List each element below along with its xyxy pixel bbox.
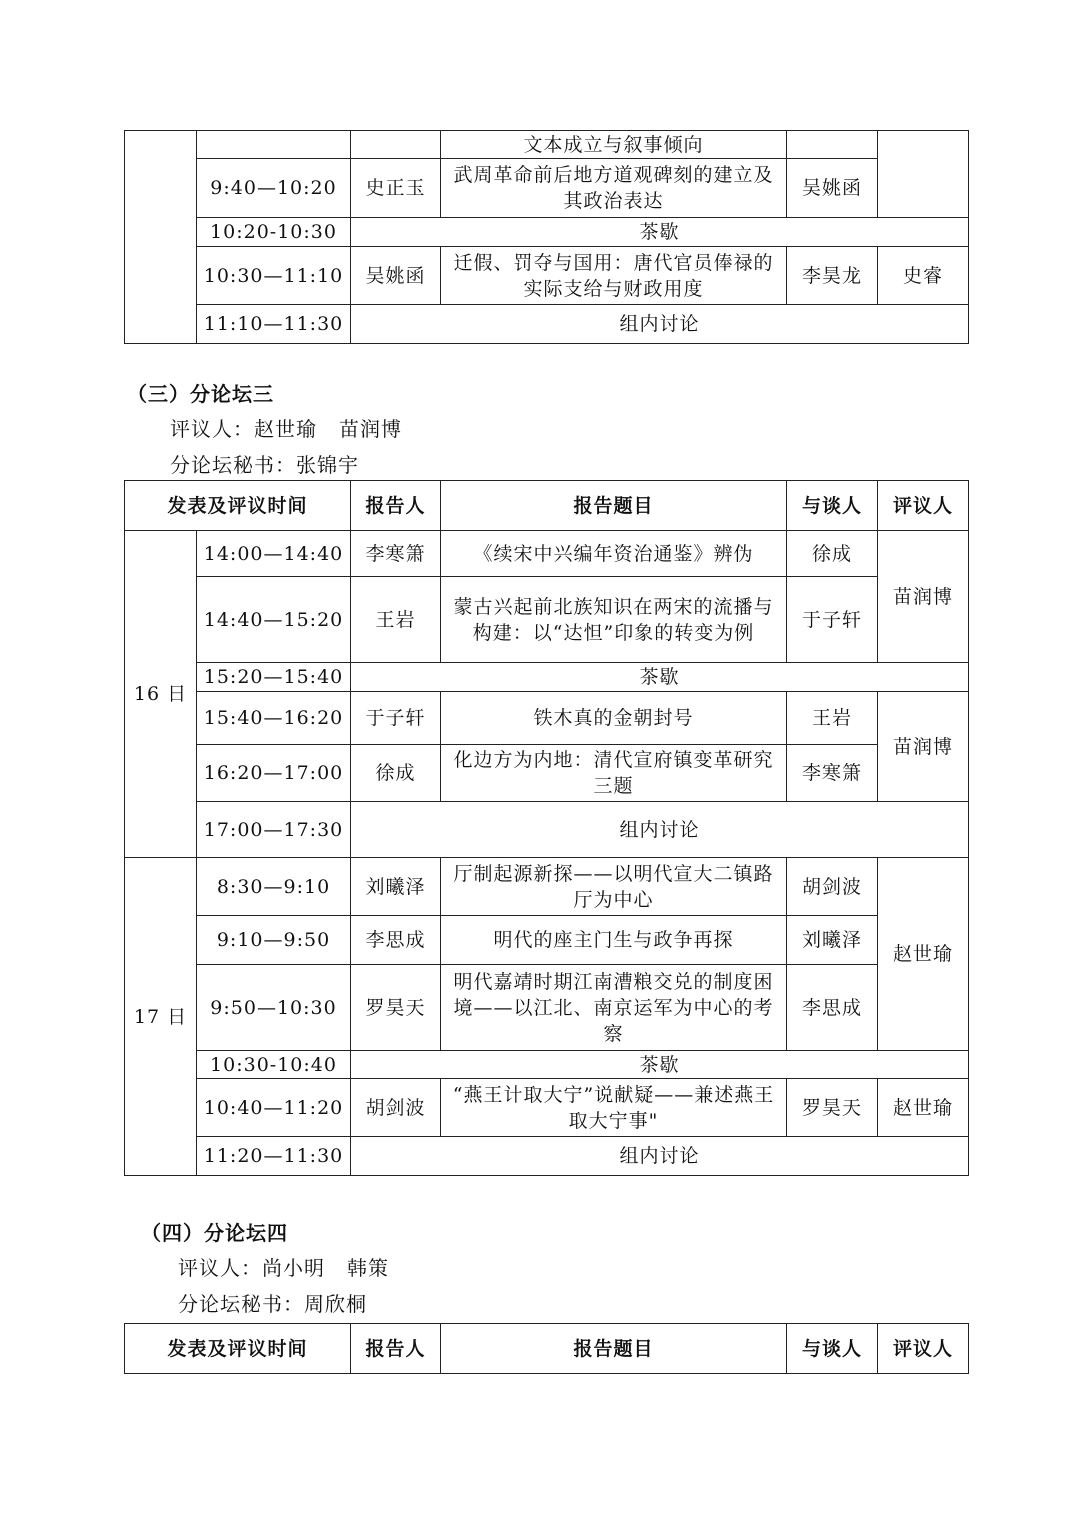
reviewer-name: 韩策 (347, 1256, 389, 1280)
speaker-cell: 吴姚函 (351, 247, 441, 305)
forum3-reviewers (170, 413, 402, 442)
topic-cell: 化边方为内地：清代宣府镇变革研究三题 (441, 745, 787, 802)
discussant-cell: 李昊龙 (787, 247, 878, 305)
time-cell: 9:10—9:50 (197, 916, 351, 965)
reviewer-cell: 苗润博 (878, 692, 969, 802)
topic-cell: 武周革命前后地方道观碑刻的建立及其政治表达 (441, 159, 787, 218)
time-cell: 15:40—16:20 (197, 692, 351, 745)
table-row (125, 247, 969, 305)
table-row (125, 663, 969, 692)
topic-cell: 明代嘉靖时期江南漕粮交兑的制度困境——以江北、南京运军为中心的考察 (441, 965, 787, 1051)
topic-cell: 文本成立与叙事倾向 (441, 131, 787, 159)
table-row (125, 1051, 969, 1079)
time-cell: 10:20-10:30 (197, 218, 351, 247)
secretary-name: 张锦宇 (296, 453, 359, 477)
header-reviewer: 评议人 (878, 481, 969, 531)
time-cell: 11:10—11:30 (197, 305, 351, 344)
table-row (125, 131, 969, 159)
table-row (125, 1079, 969, 1137)
table-row (125, 858, 969, 916)
time-cell: 14:00—14:40 (197, 531, 351, 577)
speaker-cell: 刘曦泽 (351, 858, 441, 916)
tea-break-cell: 茶歇 (351, 1051, 969, 1079)
table-row (125, 916, 969, 965)
table-row (125, 802, 969, 858)
tea-break-cell: 茶歇 (351, 663, 969, 692)
header-reviewer: 评议人 (878, 1324, 969, 1374)
topic-cell: 明代的座主门生与政争再探 (441, 916, 787, 965)
header-row (125, 481, 969, 531)
forum4-schedule-table (124, 1323, 969, 1374)
time-cell: 17:00—17:30 (197, 802, 351, 858)
reviewer-cell: 苗润博 (878, 531, 969, 663)
topic-cell: “燕王计取大宁”说献疑——兼述燕王取大宁事" (441, 1079, 787, 1137)
topic-cell: 迁假、罚夺与国用：唐代官员俸禄的实际支给与财政用度 (441, 247, 787, 305)
reviewer-cell: 史睿 (878, 247, 969, 305)
time-cell: 11:20—11:30 (197, 1137, 351, 1176)
speaker-cell: 李寒箫 (351, 531, 441, 577)
secretary-label: 分论坛秘书： (170, 453, 296, 477)
day-cell: 17 日 (125, 858, 197, 1176)
discussant-cell: 李思成 (787, 965, 878, 1051)
table-row (125, 1137, 969, 1176)
reviewers-label: 评议人： (170, 417, 254, 441)
forum3-title: （三）分论坛三 (127, 382, 274, 406)
discussion-cell: 组内讨论 (351, 305, 969, 344)
time-cell: 8:30—9:10 (197, 858, 351, 916)
table-row (125, 159, 969, 218)
forum4-title: （四）分论坛四 (141, 1221, 288, 1245)
discussion-cell: 组内讨论 (351, 1137, 969, 1176)
topic-cell: 蒙古兴起前北族知识在两宋的流播与构建：以“达怛”印象的转变为例 (441, 577, 787, 663)
speaker-cell: 徐成 (351, 745, 441, 802)
discussant-cell: 王岩 (787, 692, 878, 745)
discussant-cell: 罗昊天 (787, 1079, 878, 1137)
time-cell: 10:30—11:10 (197, 247, 351, 305)
time-cell: 9:40—10:20 (197, 159, 351, 218)
reviewer-name: 尚小明 (262, 1256, 325, 1280)
forum4-reviewers (178, 1252, 389, 1281)
header-speaker: 报告人 (351, 1324, 441, 1374)
table-row (125, 965, 969, 1051)
speaker-cell: 李思成 (351, 916, 441, 965)
table-row (125, 531, 969, 577)
time-cell: 15:20—15:40 (197, 663, 351, 692)
speaker-cell: 史正玉 (351, 159, 441, 218)
table-row (125, 305, 969, 344)
speaker-cell: 于子轩 (351, 692, 441, 745)
forum3-secretary (170, 449, 359, 478)
time-cell: 14:40—15:20 (197, 577, 351, 663)
discussant-cell: 于子轩 (787, 577, 878, 663)
speaker-cell: 胡剑波 (351, 1079, 441, 1137)
discussant-cell: 李寒箫 (787, 745, 878, 802)
time-cell (197, 131, 351, 159)
day-cell: 16 日 (125, 531, 197, 858)
forum4-secretary (178, 1288, 367, 1317)
reviewers-label: 评议人： (178, 1256, 262, 1280)
reviewer-cell (878, 131, 969, 218)
table-row (125, 218, 969, 247)
table-row (125, 745, 969, 802)
topic-cell: 《续宋中兴编年资治通鉴》辨伪 (441, 531, 787, 577)
reviewer-name: 苗润博 (339, 417, 402, 441)
table-row (125, 692, 969, 745)
forum3-schedule-table (124, 480, 969, 1176)
header-topic: 报告题目 (441, 481, 787, 531)
header-topic: 报告题目 (441, 1324, 787, 1374)
discussant-cell: 徐成 (787, 531, 878, 577)
discussant-cell: 刘曦泽 (787, 916, 878, 965)
discussant-cell: 胡剑波 (787, 858, 878, 916)
day-cell (125, 131, 197, 344)
table-row (125, 577, 969, 663)
schedule-table-continued (124, 130, 969, 344)
discussant-cell: 吴姚函 (787, 159, 878, 218)
speaker-cell (351, 131, 441, 159)
time-cell: 10:30-10:40 (197, 1051, 351, 1079)
topic-cell: 厅制起源新探——以明代宣大二镇路厅为中心 (441, 858, 787, 916)
header-discussant: 与谈人 (787, 1324, 878, 1374)
time-cell: 10:40—11:20 (197, 1079, 351, 1137)
topic-cell: 铁木真的金朝封号 (441, 692, 787, 745)
speaker-cell: 罗昊天 (351, 965, 441, 1051)
tea-break-cell: 茶歇 (351, 218, 969, 247)
speaker-cell: 王岩 (351, 577, 441, 663)
reviewer-name: 赵世瑜 (254, 417, 317, 441)
time-cell: 16:20—17:00 (197, 745, 351, 802)
secretary-label: 分论坛秘书： (178, 1292, 304, 1316)
header-discussant: 与谈人 (787, 481, 878, 531)
header-row (125, 1324, 969, 1374)
secretary-name: 周欣桐 (304, 1292, 367, 1316)
discussion-cell: 组内讨论 (351, 802, 969, 858)
header-time: 发表及评议时间 (125, 481, 351, 531)
reviewer-cell: 赵世瑜 (878, 1079, 969, 1137)
reviewer-cell: 赵世瑜 (878, 858, 969, 1051)
time-cell: 9:50—10:30 (197, 965, 351, 1051)
header-time: 发表及评议时间 (125, 1324, 351, 1374)
discussant-cell (787, 131, 878, 159)
header-speaker: 报告人 (351, 481, 441, 531)
